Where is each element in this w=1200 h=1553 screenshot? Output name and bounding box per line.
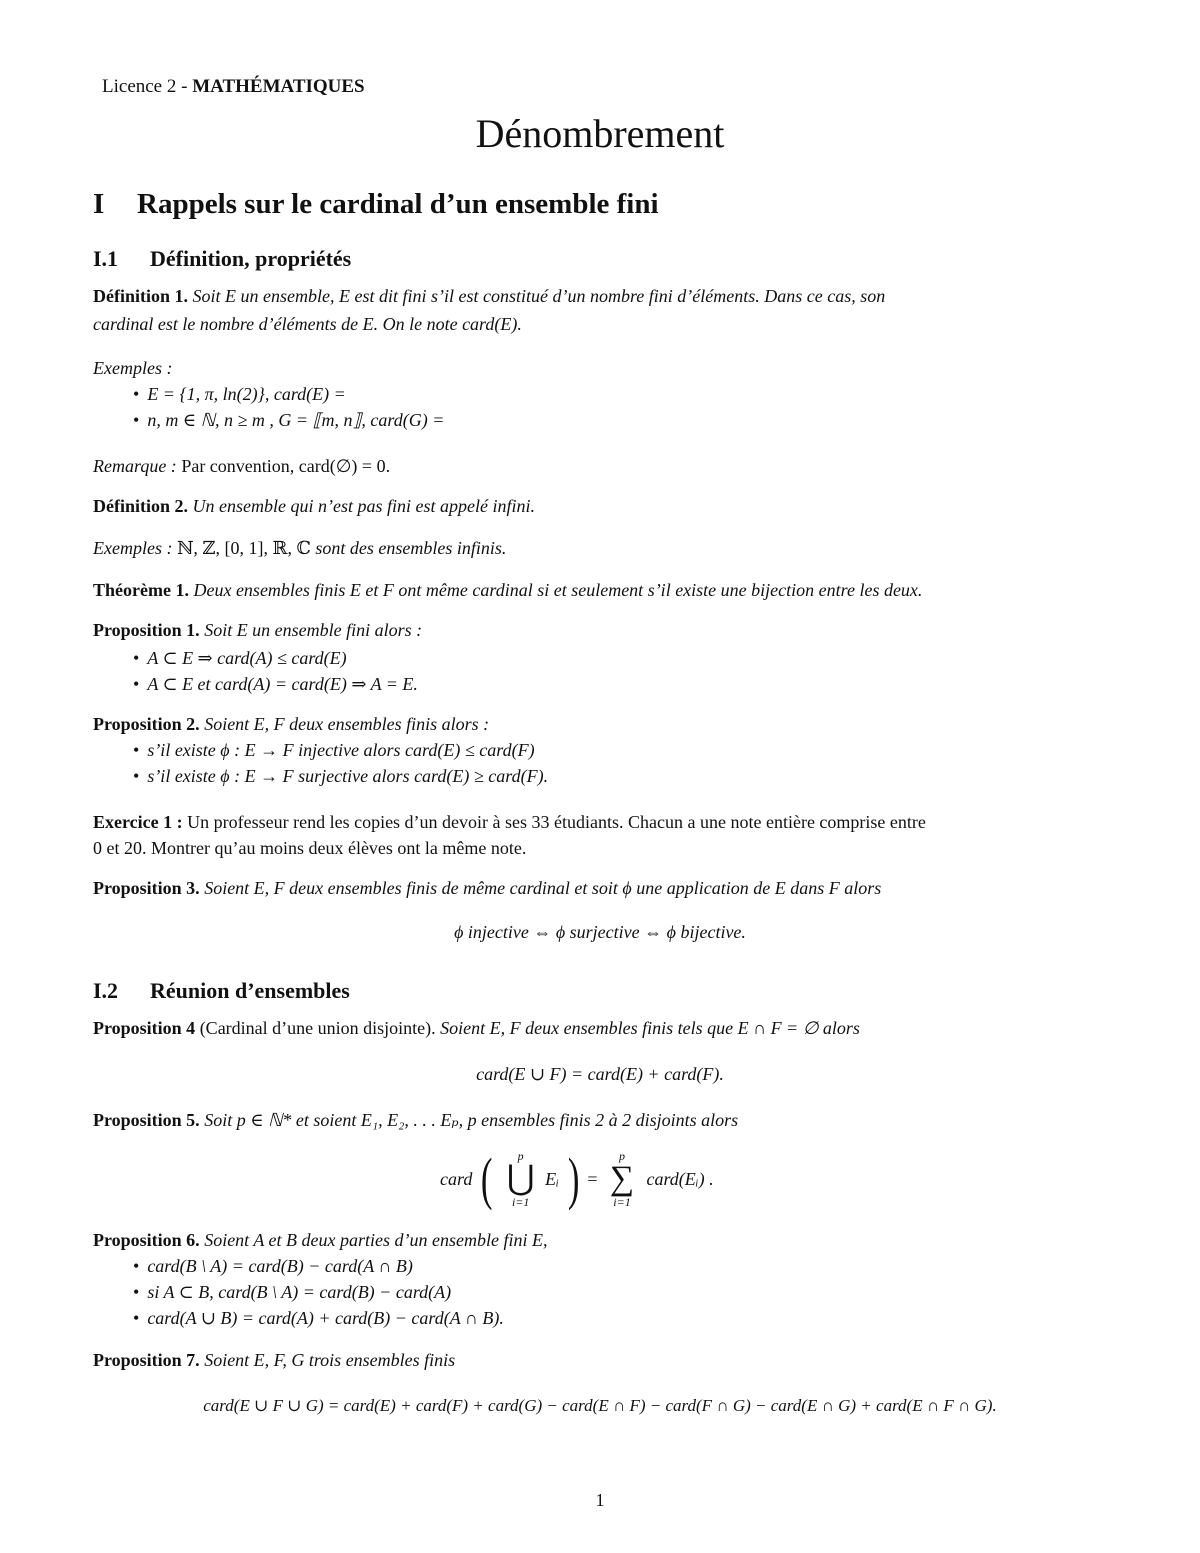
examples-2-sets: ℕ, ℤ, [0, 1], ℝ, ℂ xyxy=(176,538,311,558)
proposition-1-item-1 xyxy=(133,648,347,669)
definition-1-text-1: Soit E un ensemble, E est dit fini s’il est constitué d’un nombre fini d’éléments. Dans ce cas, son xyxy=(192,286,886,306)
proposition-3-formula: ϕ injective ⇔ ϕ surjective ⇔ ϕ bijective. xyxy=(454,922,746,942)
examples-1-item-1-text: E = {1, π, ln(2)}, card(E) = xyxy=(147,384,346,404)
proposition-6-item-3 xyxy=(133,1308,504,1329)
subsection-title: Réunion d’ensembles xyxy=(150,978,350,1003)
proposition-6-item-1 xyxy=(133,1256,413,1277)
bullet-icon: • xyxy=(133,1282,140,1302)
proposition-1 xyxy=(93,620,422,641)
proposition-4-formula: card(E ∪ F) = card(E) + card(F). xyxy=(476,1064,724,1084)
sum-symbol: ∑ xyxy=(609,1160,635,1197)
formula-rhs: card(Eᵢ) . xyxy=(646,1168,714,1189)
proposition-6-item-1-text: card(B \ A) = card(B) − card(A ∩ B) xyxy=(147,1256,413,1276)
proposition-2-item-1-text: s’il existe ϕ : E → F injective alors card(E) ≤ card(F) xyxy=(147,740,535,760)
exercise-1-line-1 xyxy=(93,812,926,833)
proposition-6 xyxy=(93,1230,547,1251)
definition-1-label: Définition 1. xyxy=(93,286,189,306)
proposition-1-text: Soit E un ensemble fini alors : xyxy=(204,620,423,640)
course-header-subject: MATHÉMATIQUES xyxy=(192,76,365,97)
document-title: Dénombrement xyxy=(475,111,725,156)
bullet-icon: • xyxy=(133,410,140,430)
left-paren-icon: ( xyxy=(480,1146,493,1211)
proposition-1-label: Proposition 1. xyxy=(93,620,200,640)
proposition-6-item-2-text: si A ⊂ B, card(B \ A) = card(B) − card(A) xyxy=(147,1282,452,1302)
bullet-icon: • xyxy=(133,648,140,668)
examples-1-item-2-text: n, m ∈ ℕ, n ≥ m , G = ⟦m, n⟧, card(G) = xyxy=(147,410,445,430)
remark-1-label: Remarque : xyxy=(93,456,177,476)
sum-lower-bound: i=1 xyxy=(613,1195,631,1209)
proposition-5-label: Proposition 5. xyxy=(93,1110,200,1130)
examples-2-label: Exemples : xyxy=(93,538,173,558)
proposition-6-text: Soient A et B deux parties d’un ensemble fini E, xyxy=(204,1230,548,1250)
proposition-2 xyxy=(93,714,489,735)
proposition-6-item-2 xyxy=(133,1282,451,1303)
proposition-3-label: Proposition 3. xyxy=(93,878,200,898)
union-lower-bound: i=1 xyxy=(511,1195,530,1209)
proposition-4-paren: (Cardinal d’une union disjointe). xyxy=(199,1018,436,1038)
proposition-6-label: Proposition 6. xyxy=(93,1230,200,1250)
proposition-4 xyxy=(93,1018,860,1039)
proposition-6-item-3-text: card(A ∪ B) = card(A) + card(B) − card(A ∩ B). xyxy=(147,1308,504,1328)
bullet-icon: • xyxy=(133,384,140,404)
subsection-heading-1-2 xyxy=(93,978,350,1004)
bullet-icon: • xyxy=(133,766,140,786)
formula-card: card xyxy=(440,1168,473,1189)
theorem-1-label: Théorème 1. xyxy=(93,580,189,600)
examples-1-label: Exemples : xyxy=(93,358,173,378)
proposition-5-text: Soit p ∈ ℕ* et soient E₁, E₂, . . . Eₚ, p ensembles finis 2 à 2 disjoints alors xyxy=(204,1110,739,1130)
course-header xyxy=(102,76,365,98)
theorem-1 xyxy=(93,580,922,601)
course-header-prefix: Licence 2 - xyxy=(102,76,188,97)
theorem-1-text: Deux ensembles finis E et F ont même cardinal si et seulement s’il existe une bijection entre les deux. xyxy=(193,580,923,600)
proposition-1-item-2 xyxy=(133,674,418,695)
sum-upper-bound: p xyxy=(618,1149,625,1163)
proposition-7-label: Proposition 7. xyxy=(93,1350,200,1370)
bullet-icon: • xyxy=(133,1256,140,1276)
big-union-operator xyxy=(501,1150,541,1208)
section-number: I xyxy=(93,188,105,220)
section-title: Rappels sur le cardinal d’un ensemble fini xyxy=(137,188,659,220)
remark-1-text: Par convention, card(∅) = 0. xyxy=(181,456,391,476)
proposition-3 xyxy=(93,878,881,899)
definition-1-line-2: cardinal est le nombre d’éléments de E. On le note card(E). xyxy=(93,314,522,334)
union-upper-bound: p xyxy=(517,1149,524,1163)
proposition-4-text: Soient E, F deux ensembles finis tels que E ∩ F = ∅ alors xyxy=(440,1018,860,1038)
proposition-7-text: Soient E, F, G trois ensembles finis xyxy=(204,1350,456,1370)
sum-operator xyxy=(602,1150,642,1208)
union-symbol: ⋃ xyxy=(506,1160,535,1197)
proposition-1-item-2-text: A ⊂ E et card(A) = card(E) ⇒ A = E. xyxy=(147,674,418,694)
proposition-1-item-1-text: A ⊂ E ⇒ card(A) ≤ card(E) xyxy=(147,648,347,668)
exercise-1-text-1: Un professeur rend les copies d’un devoir à ses 33 étudiants. Chacun a une note entière comprise entre xyxy=(187,812,926,832)
formula-term: Eᵢ xyxy=(545,1168,559,1189)
proposition-7-formula: card(E ∪ F ∪ G) = card(E) + card(F) + card(G) − card(E ∩ F) − card(F ∩ G) − card(E ∩ G) + card(E ∩ F ∩ G). xyxy=(203,1396,997,1415)
remark-1 xyxy=(93,456,390,477)
proposition-3-text: Soient E, F deux ensembles finis de même cardinal et soit ϕ une application de E dans F alors xyxy=(204,878,882,898)
exercise-1-label: Exercice 1 : xyxy=(93,812,183,832)
definition-2-label: Définition 2. xyxy=(93,496,189,516)
section-heading-1 xyxy=(93,188,659,221)
right-paren-icon: ) xyxy=(567,1146,579,1211)
definition-2-text: Un ensemble qui n’est pas fini est appelé infini. xyxy=(192,496,535,516)
examples-1-item-2 xyxy=(133,410,444,431)
bullet-icon: • xyxy=(133,740,140,760)
subsection-title: Définition, propriétés xyxy=(150,246,352,271)
proposition-5-formula xyxy=(440,1146,714,1220)
page-number: 1 xyxy=(595,1490,605,1510)
definition-1-line-1 xyxy=(93,286,885,307)
proposition-2-item-2 xyxy=(133,766,548,787)
bullet-icon: • xyxy=(133,674,140,694)
proposition-5 xyxy=(93,1110,738,1131)
exercise-1-line-2: 0 et 20. Montrer qu’au moins deux élèves ont la même note. xyxy=(93,838,527,858)
subsection-heading-1-1 xyxy=(93,246,351,272)
bullet-icon: • xyxy=(133,1308,140,1328)
formula-equals: = xyxy=(587,1168,598,1189)
subsection-number: I.2 xyxy=(93,978,119,1003)
examples-2-text: sont des ensembles infinis. xyxy=(315,538,507,558)
subsection-number: I.1 xyxy=(93,246,119,271)
proposition-2-label: Proposition 2. xyxy=(93,714,200,734)
examples-1-item-1 xyxy=(133,384,346,405)
proposition-2-item-1 xyxy=(133,740,535,761)
proposition-4-label: Proposition 4 xyxy=(93,1018,196,1038)
examples-2 xyxy=(93,538,506,559)
proposition-7 xyxy=(93,1350,455,1371)
definition-2 xyxy=(93,496,535,517)
proposition-2-text: Soient E, F deux ensembles finis alors : xyxy=(204,714,490,734)
proposition-2-item-2-text: s’il existe ϕ : E → F surjective alors card(E) ≥ card(F). xyxy=(147,766,549,786)
